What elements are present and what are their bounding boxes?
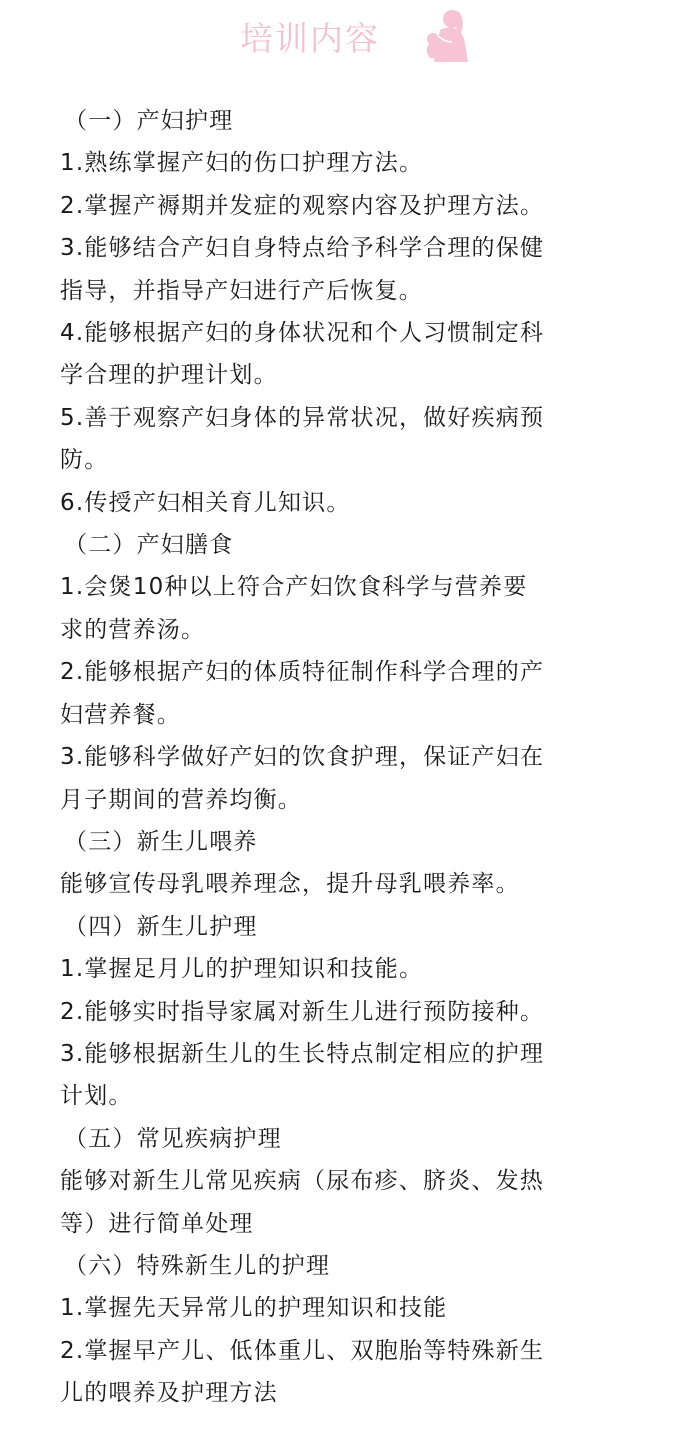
mother-baby-icon: [416, 6, 474, 64]
list-item-continuation: 防。: [60, 447, 109, 474]
list-item: 2.掌握产褥期并发症的观察内容及护理方法。: [60, 192, 545, 219]
list-item: 4.能够根据产妇的身体状况和个人习惯制定科: [60, 320, 545, 347]
list-item-continuation: 计划。: [60, 1083, 133, 1110]
list-item-continuation: 学合理的护理计划。: [60, 362, 278, 389]
section-heading: （六）特殊新生儿的护理: [64, 1252, 331, 1279]
list-item: 3.能够结合产妇自身特点给予科学合理的保健: [60, 235, 545, 262]
list-item: 能够宣传母乳喂养理念，提升母乳喂养率。: [60, 871, 520, 898]
list-item-continuation: 儿的喂养及护理方法: [60, 1380, 278, 1407]
list-item: 6.传授产妇相关育儿知识。: [60, 489, 351, 516]
list-item: 3.能够科学做好产妇的饮食护理，保证产妇在: [60, 744, 545, 771]
list-item: 3.能够根据新生儿的生长特点制定相应的护理: [60, 1040, 545, 1067]
list-item-continuation: 月子期间的营养均衡。: [60, 786, 302, 813]
list-item: 1.熟练掌握产妇的伤口护理方法。: [60, 150, 424, 177]
list-item-continuation: 指导，并指导产妇进行产后恢复。: [60, 277, 423, 304]
section-heading: （四）新生儿护理: [64, 913, 258, 940]
page-title: 培训内容: [240, 19, 380, 58]
list-item-continuation: 等）进行简单处理: [60, 1210, 254, 1237]
training-content: [60, 100, 620, 1415]
list-item: 1.掌握先天异常儿的护理知识和技能: [60, 1295, 448, 1322]
list-item-continuation: 妇营养餐。: [60, 701, 181, 728]
section-heading: （五）常见疾病护理: [64, 1125, 282, 1152]
list-item: 2.能够根据产妇的体质特征制作科学合理的产: [60, 659, 545, 686]
section-heading: （二）产妇膳食: [64, 532, 234, 559]
list-item: 2.能够实时指导家属对新生儿进行预防接种。: [60, 998, 545, 1025]
list-item: 2.掌握早产儿、低体重儿、双胞胎等特殊新生: [60, 1337, 545, 1364]
list-item: 1.会煲10种以上符合产妇饮食科学与营养要: [60, 574, 528, 601]
list-item: 能够对新生儿常见疾病（尿布疹、脐炎、发热: [60, 1168, 544, 1195]
page-header: [0, 0, 680, 80]
list-item: 5.善于观察产妇身体的异常状况，做好疾病预: [60, 404, 545, 431]
list-item: 1.掌握足月儿的护理知识和技能。: [60, 956, 424, 983]
section-heading: （三）新生儿喂养: [64, 828, 258, 855]
list-item-continuation: 求的营养汤。: [60, 616, 206, 643]
section-heading: （一）产妇护理: [64, 108, 234, 134]
